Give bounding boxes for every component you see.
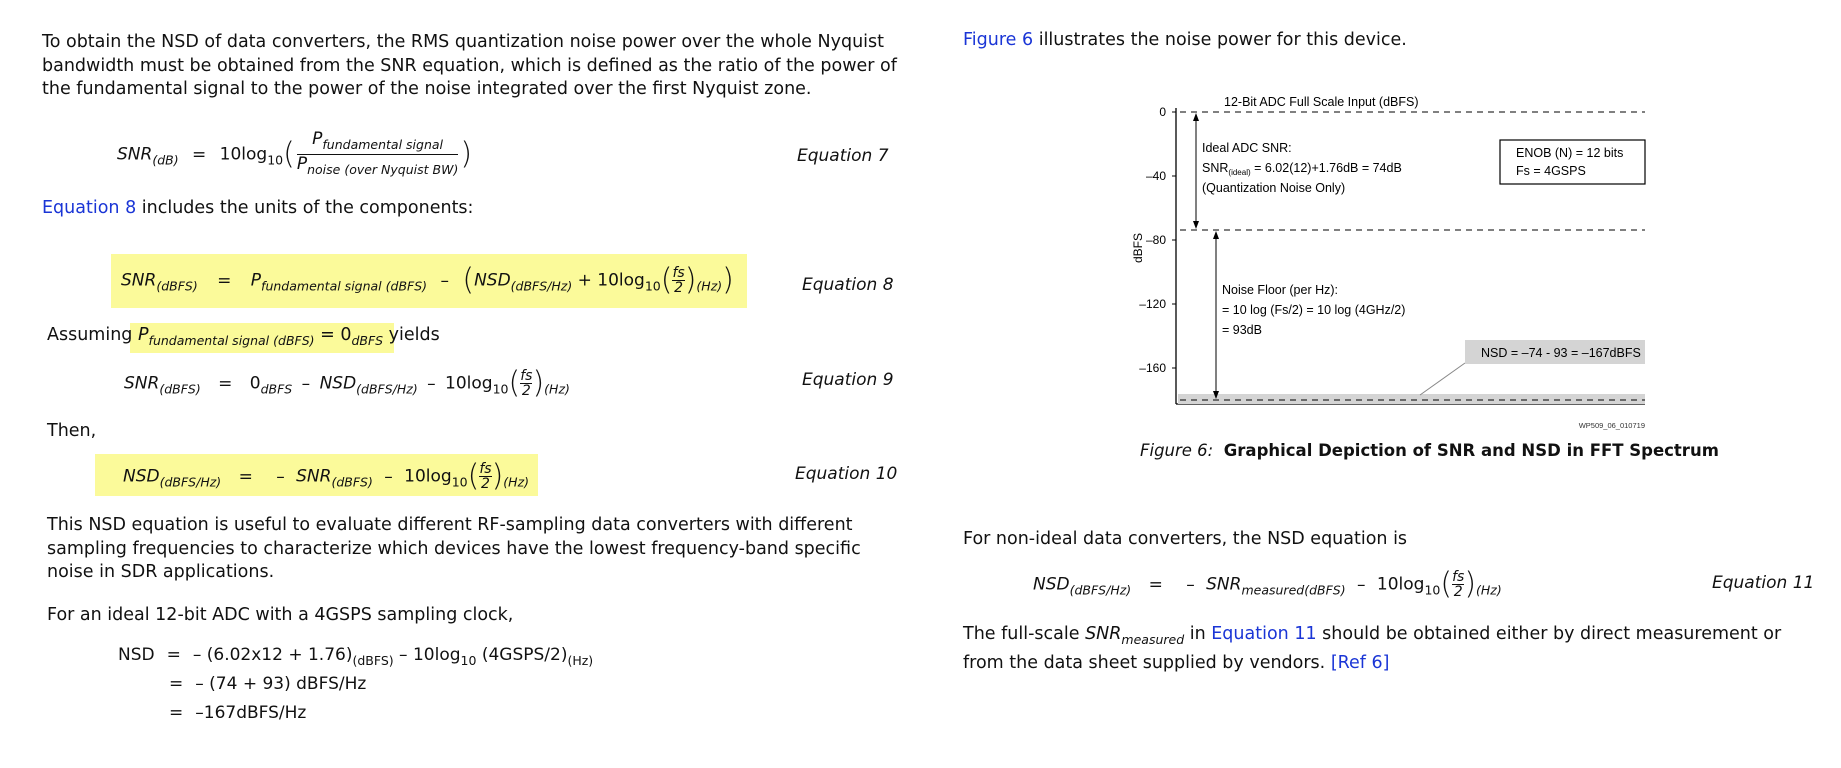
nsd-callout-text: NSD = –74 - 93 = –167dBFS: [1481, 346, 1641, 360]
snr-annotation-title: Ideal ADC SNR:: [1202, 141, 1292, 155]
snr-annotation-formula: $SNR_{(ideal)} = 6.02(12)+1.76dB = 74dB$: [1202, 161, 1402, 177]
ideal-intro: For an ideal 12-bit ADC with a 4GSPS sampling clock,: [47, 605, 514, 625]
equation-7: $SNR_{(dB)} = 10\log_{10}$( $P_{fundamental signal}$ $P_{noise (over Nyquist BW)}$ ): [117, 129, 473, 177]
noise-floor-title: Noise Floor (per Hz):: [1222, 283, 1338, 297]
nsd-useful-paragraph: This NSD equation is useful to evaluate different RF-sampling data converters with different sampling frequencies to characterize which devices have the lowest frequency-band specific noise in SDR applications.: [47, 515, 861, 582]
snr-annotation-note: (Quantization Noise Only): [1202, 181, 1346, 195]
equation-8-label: Equation 8: [802, 275, 894, 295]
figure-6-diagram: [1120, 88, 1660, 438]
figure-intro: Figure 6 illustrates the noise power for this device.: [963, 30, 1407, 50]
eq8-intro: Equation 8 includes the units of the components:: [42, 198, 474, 218]
equation-11-link[interactable]: Equation 11: [1211, 624, 1317, 644]
nsd-callout-leader: [1420, 363, 1465, 395]
equation-11-label: Equation 11: [1712, 573, 1815, 593]
equation-10: $NSD_{(dBFS/Hz)}$ = – $SNR_{(dBFS)} - 10\log_{10}$( $\frac{fs}{2}$ )$_{(Hz)}$: [123, 458, 530, 494]
noise-floor-value: = 93dB: [1222, 323, 1262, 337]
noise-floor-formula: = 10 log (Fs/2) = 10 log (4GHz/2): [1222, 303, 1406, 317]
final-paragraph: The full-scale $SNR_{measured}$ in Equation 11 should be obtained either by direct measurement or from the data sheet supplied by vendors. [Ref 6]: [963, 624, 1782, 673]
nsd-calc-line-3: = –167dBFS/Hz: [169, 703, 307, 723]
eq10-fraction: $\frac{fs}{2}$: [479, 461, 492, 492]
ref-6-link[interactable]: [Ref 6]: [1330, 652, 1390, 673]
equation-8: $SNR_{(dBFS)} = P_{fundamental signal (dBFS)} - (NSD_{(dBFS/Hz)} + 10\log_{10}$( $\frac{fs}{2}$ )$_{(Hz)}$): [121, 262, 734, 298]
then-text: Then,: [47, 421, 97, 441]
snr-arrow-head-down: [1193, 221, 1199, 229]
y-tick-label: 0: [1159, 105, 1166, 119]
nsd-calc-line-1: NSD = – $(6.02x12 + 1.76)_{(dBFS)} - 10\log_{10}$ $(4GSPS/2)_{(Hz)}$: [118, 645, 594, 668]
figure-id: WP509_06_010719: [1578, 421, 1645, 430]
enob-legend-line2: Fs = 4GSPS: [1516, 164, 1586, 178]
equation-11: $NSD_{(dBFS/Hz)}$ = – $SNR_{measured(dBFS)} - 10\log_{10}$( $\frac{fs}{2}$ )$_{(Hz)}$: [1033, 566, 1502, 602]
y-axis-label: dBFS: [1131, 232, 1145, 264]
y-tick-label: –80: [1145, 233, 1166, 247]
equation-10-label: Equation 10: [795, 464, 898, 484]
eq8-fraction: $\frac{fs}{2}$: [672, 265, 685, 296]
eq11-fraction: $\frac{fs}{2}$: [1452, 569, 1465, 600]
enob-legend-line1: ENOB (N) = 12 bits: [1516, 146, 1624, 160]
noise-floor-band: [1178, 394, 1645, 404]
figure-caption: Figure 6: Graphical Depiction of SNR and NSD in FFT Spectrum: [1140, 441, 1719, 460]
intro-paragraph: To obtain the NSD of data converters, the RMS quantization noise power over the whole Nyquist bandwidth must be obtained from the SNR equation, which is defined as the ratio of the power of the fundamental signal to the power of the noise integrated over the first Nyquist zone.: [42, 32, 897, 99]
equation-9: $SNR_{(dBFS)} = 0_{dBFS} - NSD_{(dBFS/Hz)} - 10\log_{10}$( $\frac{fs}{2}$ )$_{(Hz)}$: [124, 365, 570, 401]
y-tick-label: –120: [1139, 297, 1166, 311]
equation-9-label: Equation 9: [802, 370, 894, 390]
equation-8-link[interactable]: Equation 8: [42, 198, 137, 218]
nsd-calc-line-2: = – (74 + 93) dBFS/Hz: [169, 674, 367, 694]
eq9-fraction: $\frac{fs}{2}$: [520, 368, 533, 399]
equation-7-label: Equation 7: [797, 146, 889, 166]
snr-arrow-head-up: [1193, 113, 1199, 121]
figure-6-link[interactable]: Figure 6: [963, 30, 1034, 50]
noise-arrow-head-up: [1213, 231, 1219, 239]
non-ideal-intro: For non-ideal data converters, the NSD equation is: [963, 529, 1408, 549]
assume-line: Assuming $P_{fundamental signal (dBFS)} = 0_{dBFS}$ yields: [47, 325, 440, 348]
y-tick-label: –40: [1145, 169, 1166, 183]
eq7-fraction: $P_{fundamental signal}$ $P_{noise (over Nyquist BW)}$: [296, 129, 459, 177]
figure-title: 12-Bit ADC Full Scale Input (dBFS): [1224, 95, 1419, 109]
y-tick-label: –160: [1139, 361, 1166, 375]
